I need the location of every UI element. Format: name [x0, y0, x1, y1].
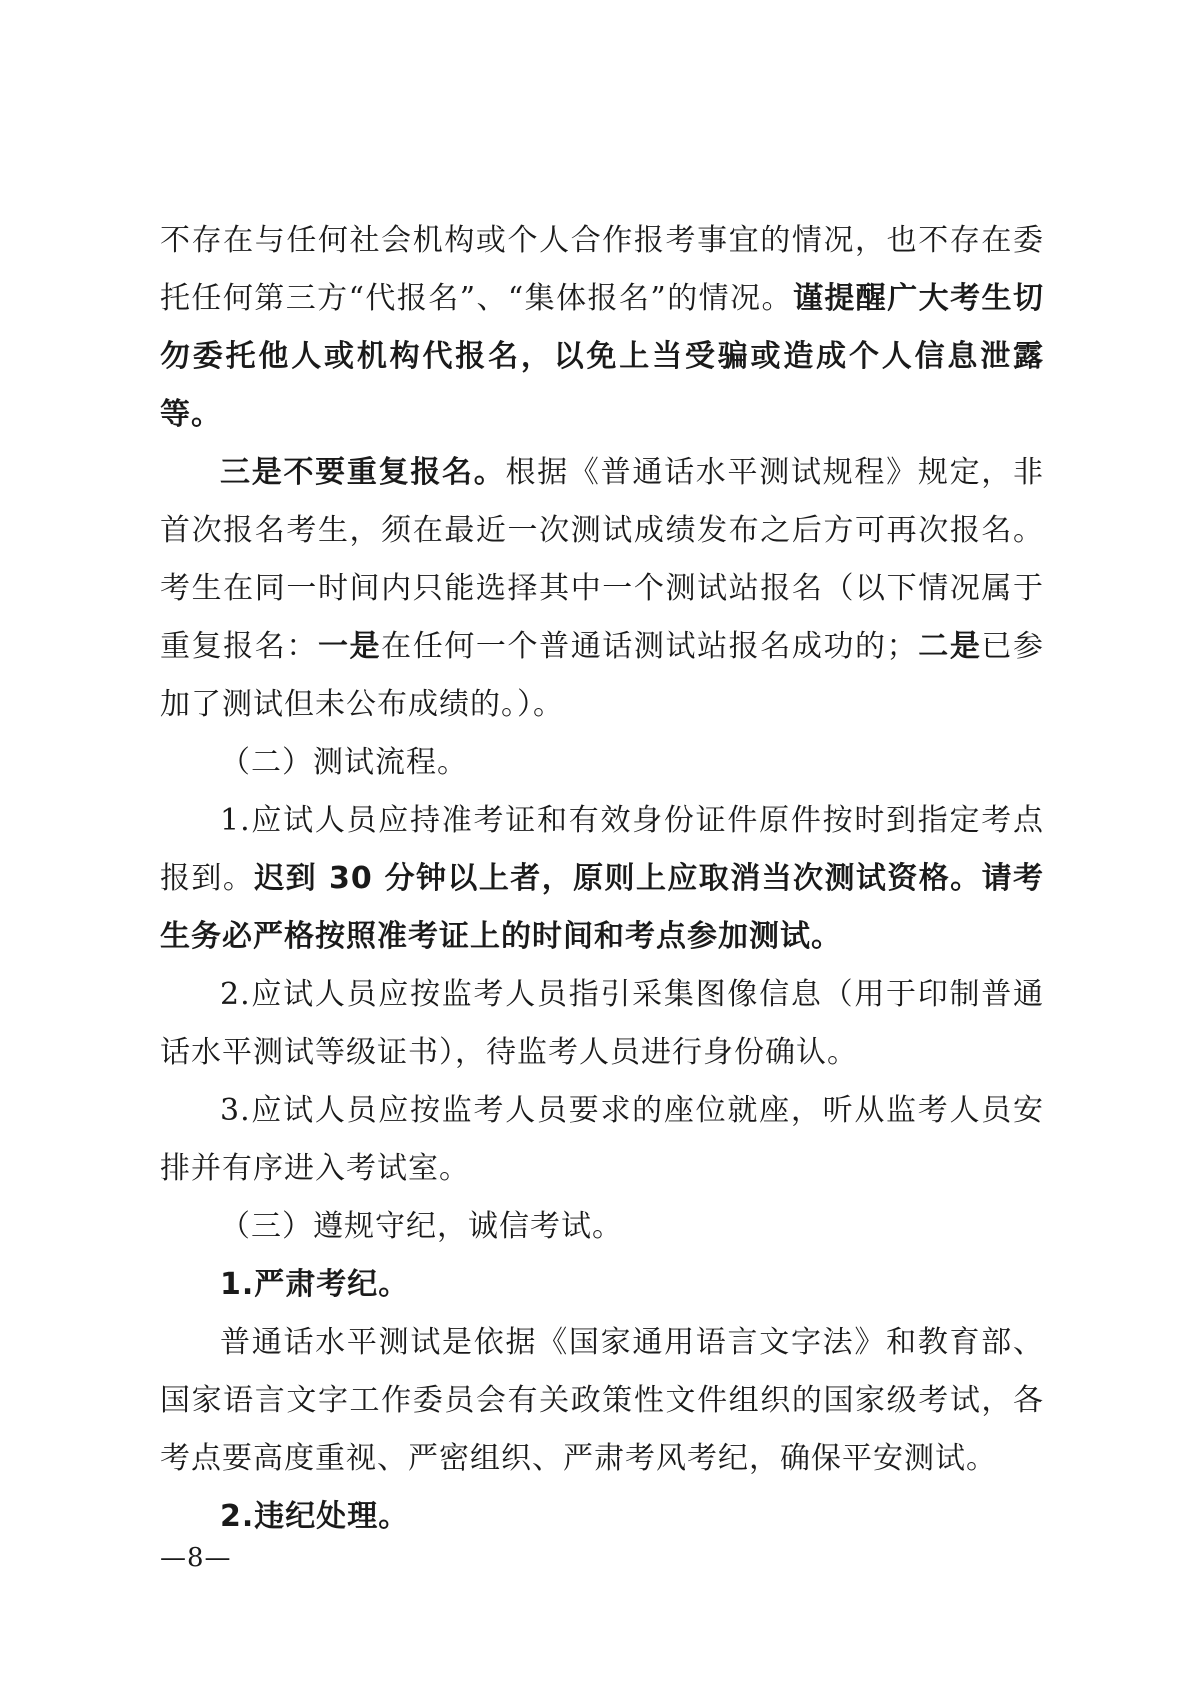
- paragraph-registration-warning: [160, 212, 1044, 444]
- text-segment: 3.应试人员应按监考人员要求的座位就座，听从监考人员安排并有序进入考试室。: [160, 1093, 1044, 1186]
- paragraph-no-duplicate-registration: [160, 444, 1044, 734]
- paragraph-process-item-2: [160, 966, 1044, 1082]
- text-segment: 不存在与任何社会机构或个人合作报考事宜的情况，也不存在委托任何第三方“代报名”、“集体报名”的情况。: [160, 223, 1044, 316]
- page-number: —8—: [160, 1543, 232, 1573]
- text-segment-bold: 1.严肃考纪。: [220, 1267, 410, 1302]
- paragraph-process-item-3: [160, 1082, 1044, 1198]
- subheading-violation-handling: [160, 1488, 1044, 1546]
- text-segment: 在任何一个普通话测试站报名成功的；: [381, 629, 918, 664]
- text-segment: 2.应试人员应按监考人员指引采集图像信息（用于印制普通话水平测试等级证书），待监考人员进行身份确认。: [160, 977, 1044, 1070]
- text-segment-bold: 迟到 30 分钟以上者，原则上应取消当次测试资格。请考生务必严格按照准考证上的时间和考点参加测试。: [160, 861, 1044, 954]
- text-segment: 已参加了测试但未公布成绩的。）。: [160, 629, 1045, 722]
- subheading-strict-discipline: [160, 1256, 1044, 1314]
- text-segment-bold: 三是不要重复报名。: [220, 455, 506, 490]
- text-segment: 根据《普通话水平测试规程》规定，非首次报名考生，须在最近一次测试成绩发布之后方可再次报名。考生在同一时间内只能选择其中一个测试站报名（以下情况属于重复报名：: [160, 455, 1045, 664]
- paragraph-process-item-1: [160, 792, 1044, 966]
- text-segment-bold: 二是: [917, 629, 982, 664]
- text-segment: 普通话水平测试是依据《国家通用语言文字法》和教育部、国家语言文字工作委员会有关政策性文件组织的国家级考试，各考点要高度重视、严密组织、严肃考风考纪，确保平安测试。: [160, 1325, 1044, 1476]
- section-heading-discipline: [160, 1198, 1044, 1256]
- text-segment: （二）测试流程。: [220, 745, 468, 780]
- text-segment: （三）遵规守纪，诚信考试。: [220, 1209, 623, 1244]
- document-body: [160, 212, 1044, 1546]
- section-heading-test-process: [160, 734, 1044, 792]
- text-segment-bold: 一是: [317, 629, 382, 664]
- text-segment: 1.应试人员应持准考证和有效身份证件原件按时到指定考点报到。: [160, 803, 1044, 896]
- text-segment-bold: 2.违纪处理。: [220, 1499, 410, 1534]
- text-segment-bold: 谨提醒广大考生切勿委托他人或机构代报名，以免上当受骗或造成个人信息泄露等。: [160, 281, 1044, 432]
- paragraph-national-exam: [160, 1314, 1044, 1488]
